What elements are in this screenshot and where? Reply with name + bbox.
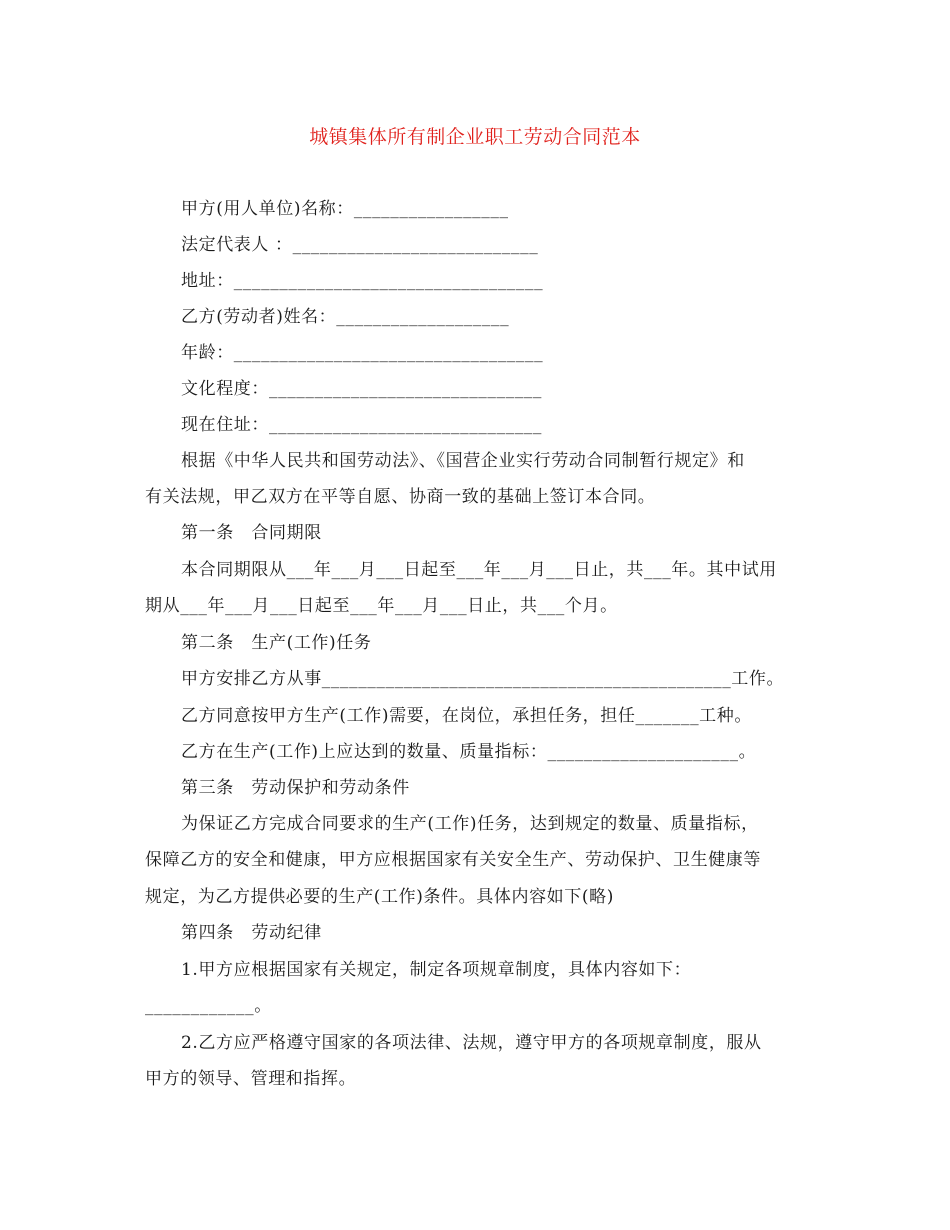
preamble-line-1: 根据《中华人民共和国劳动法》、《国营企业实行劳动合同制暂行规定》和: [181, 451, 745, 471]
document-title: 城镇集体所有制企业职工劳动合同范本: [309, 126, 641, 148]
article-3-line-2: 保障乙方的安全和健康，甲方应根据国家有关安全生产、劳动保护、卫生健康等: [145, 850, 761, 870]
article-4-item-1-blank: ____________。: [145, 996, 272, 1016]
article-2-line-3: 乙方在生产(工作)上应达到的数量、质量指标：_____________________。: [181, 742, 757, 762]
age-line: 年龄：__________________________________: [181, 343, 544, 363]
legal-representative-line: 法定代表人 ：___________________________: [181, 235, 539, 255]
article-4-item-2-line-2: 甲方的领导、管理和指挥。: [145, 1069, 357, 1089]
article-2-heading: 第二条 生产(工作)任务: [181, 633, 372, 653]
article-3-heading: 第三条 劳动保护和劳动条件: [181, 778, 410, 798]
address-line: 地址：__________________________________: [181, 271, 544, 291]
article-4-heading: 第四条 劳动纪律: [181, 923, 322, 943]
article-2-line-2: 乙方同意按甲方生产(工作)需要，在岗位，承担任务，担任_______工种。: [181, 706, 752, 726]
article-1-line-1: 本合同期限从___年___月___日起至___年___月___日止，共___年。其中试用: [181, 560, 777, 580]
article-1-heading: 第一条 合同期限: [181, 523, 322, 543]
article-2-line-1: 甲方安排乙方从事_____________________________________________工作。: [181, 669, 785, 689]
article-3-line-1: 为保证乙方完成合同要求的生产(工作)任务，达到规定的数量、质量指标，: [181, 814, 759, 834]
article-3-line-3: 规定，为乙方提供必要的生产(工作)条件。具体内容如下(略): [145, 887, 614, 907]
party-a-name-line: 甲方(用人单位)名称：_________________: [181, 199, 509, 219]
party-b-name-line: 乙方(劳动者)姓名：___________________: [181, 307, 510, 327]
preamble-line-2: 有关法规，甲乙双方在平等自愿、协商一致的基础上签订本合同。: [145, 487, 656, 507]
education-line: 文化程度：______________________________: [181, 379, 542, 399]
current-address-line: 现在住址：______________________________: [181, 415, 542, 435]
article-1-line-2: 期从___年___月___日起至___年___月___日止，共___个月。: [145, 596, 618, 616]
article-4-item-2-line-1: 2.乙方应严格遵守国家的各项法律、法规，遵守甲方的各项规章制度，服从: [181, 1033, 762, 1053]
article-4-item-1: 1.甲方应根据国家有关规定，制定各项规章制度，具体内容如下：: [181, 960, 692, 980]
